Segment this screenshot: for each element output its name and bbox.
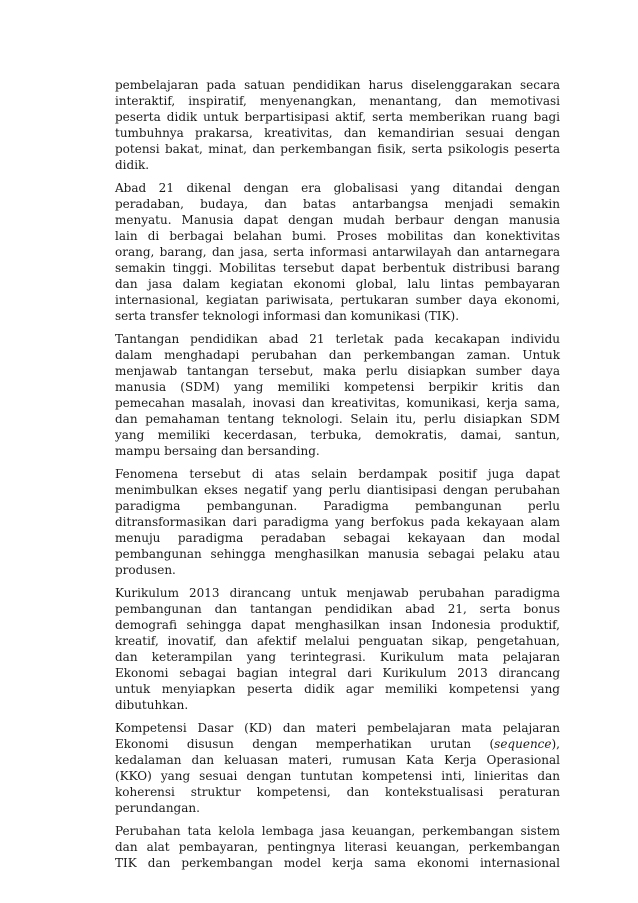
text-line: manusia (SDM) yang memiliki kompetensi berpikir kritis dan <box>115 380 560 394</box>
text-line: pemecahan masalah, inovasi dan kreativitas, komunikasi, kerja sama, <box>115 396 560 410</box>
text-line: menyatu. Manusia dapat dengan mudah berbaur dengan manusia <box>115 213 560 227</box>
text-line: pembelajaran pada satuan pendidikan harus diselenggarakan secara <box>115 78 560 92</box>
paragraph-5 <box>115 585 560 713</box>
text-line: Tantangan pendidikan abad 21 terletak pada kecakapan individu <box>115 332 560 346</box>
text-line: peradaban, budaya, dan batas antarbangsa menjadi semakin <box>115 197 560 211</box>
text-line <box>115 736 560 752</box>
text-line: kedalaman dan keluasan materi, rumusan Kata Kerja Operasional <box>115 753 560 767</box>
text-line: perundangan. <box>115 801 200 815</box>
text-line: Ekonomi sebagai bagian integral dari Kurikulum 2013 dirancang <box>115 666 560 680</box>
text-line: lain di berbagai belahan bumi. Proses mobilitas dan konektivitas <box>115 229 560 243</box>
text-line: interaktif, inspiratif, menyenangkan, menantang, dan memotivasi <box>115 94 560 108</box>
text-line: untuk menyiapkan peserta didik agar memiliki kompetensi yang <box>115 682 560 696</box>
text-line: koherensi struktur kompetensi, dan kontekstualisasi peraturan <box>115 785 560 799</box>
text-line: Abad 21 dikenal dengan era globalisasi yang ditandai dengan <box>115 181 560 195</box>
text-line: tumbuhnya prakarsa, kreativitas, dan kemandirian sesuai dengan <box>115 126 560 140</box>
text-line: yang memiliki kecerdasan, terbuka, demokratis, damai, santun, <box>115 428 560 442</box>
paragraph-2 <box>115 180 560 324</box>
text-line: semakin tinggi. Mobilitas tersebut dapat berbentuk distribusi barang <box>115 261 560 275</box>
body-text <box>115 77 560 878</box>
text-line: serta transfer teknologi informasi dan komunikasi (TIK). <box>115 309 460 323</box>
text-line: Kurikulum 2013 dirancang untuk menjawab perubahan paradigma <box>115 586 560 600</box>
text-line: menjawab tantangan tersebut, maka perlu disiapkan sumber daya <box>115 364 560 378</box>
text-line: internasional, kegiatan pariwisata, pertukaran sumber daya ekonomi, <box>115 293 560 307</box>
text-line: dalam menghadapi perubahan dan perkembangan zaman. Untuk <box>115 348 560 362</box>
text-line: dan jasa dalam kegiatan ekonomi global, lalu lintas pembayaran <box>115 277 560 291</box>
text-line: dibutuhkan. <box>115 698 189 712</box>
text-line: dan keterampilan yang terintegrasi. Kurikulum mata pelajaran <box>115 650 560 664</box>
text-line: TIK dan perkembangan model kerja sama ekonomi internasional <box>115 856 560 870</box>
paragraph-1 <box>115 77 560 173</box>
text-line: ditransformasikan dari paradigma yang berfokus pada kekayaan alam <box>115 515 560 529</box>
paragraph-7 <box>115 823 560 871</box>
text-line: orang, barang, dan jasa, serta informasi antarwilayah dan antarnegara <box>115 245 560 259</box>
paragraph-4 <box>115 466 560 578</box>
text-line: peserta didik untuk berpartisipasi aktif, serta memberikan ruang bagi <box>115 110 560 124</box>
text-line: demografi sehingga dapat menghasilkan insan Indonesia produktif, <box>115 618 560 632</box>
text-line: dan pemahaman tentang teknologi. Selain itu, perlu disiapkan SDM <box>115 412 560 426</box>
text-line: produsen. <box>115 563 176 577</box>
text-line: pembangunan dan tantangan pendidikan abad 21, serta bonus <box>115 602 560 616</box>
text-line: Fenomena tersebut di atas selain berdampak positif juga dapat <box>115 467 560 481</box>
text-line: paradigma pembangunan. Paradigma pembangunan perlu <box>115 499 560 513</box>
text-line: potensi bakat, minat, dan perkembangan fisik, serta psikologis peserta <box>115 142 560 156</box>
text-line: (KKO) yang sesuai dengan tuntutan kompetensi inti, linieritas dan <box>115 769 560 783</box>
text-line: pembangunan sehingga menghasilkan manusia sebagai pelaku atau <box>115 547 560 561</box>
text-line: Kompetensi Dasar (KD) dan materi pembelajaran mata pelajaran <box>115 721 560 735</box>
text-line: menimbulkan ekses negatif yang perlu diantisipasi dengan perubahan <box>115 483 560 497</box>
italic-term: sequence <box>494 737 552 751</box>
text-line: mampu bersaing dan bersanding. <box>115 444 320 458</box>
text-line: kreatif, inovatif, dan afektif melalui penguatan sikap, pengetahuan, <box>115 634 560 648</box>
text-fragment: ), <box>551 737 560 751</box>
paragraph-3 <box>115 331 560 459</box>
text-line: dan alat pembayaran, pentingnya literasi keuangan, perkembangan <box>115 840 560 854</box>
paragraph-6 <box>115 720 560 816</box>
text-line: menuju paradigma peradaban sebagai kekayaan dan modal <box>115 531 560 545</box>
text-line: didik. <box>115 158 150 172</box>
text-fragment: Ekonomi disusun dengan memperhatikan urutan ( <box>115 737 495 751</box>
text-line: Perubahan tata kelola lembaga jasa keuangan, perkembangan sistem <box>115 824 560 838</box>
